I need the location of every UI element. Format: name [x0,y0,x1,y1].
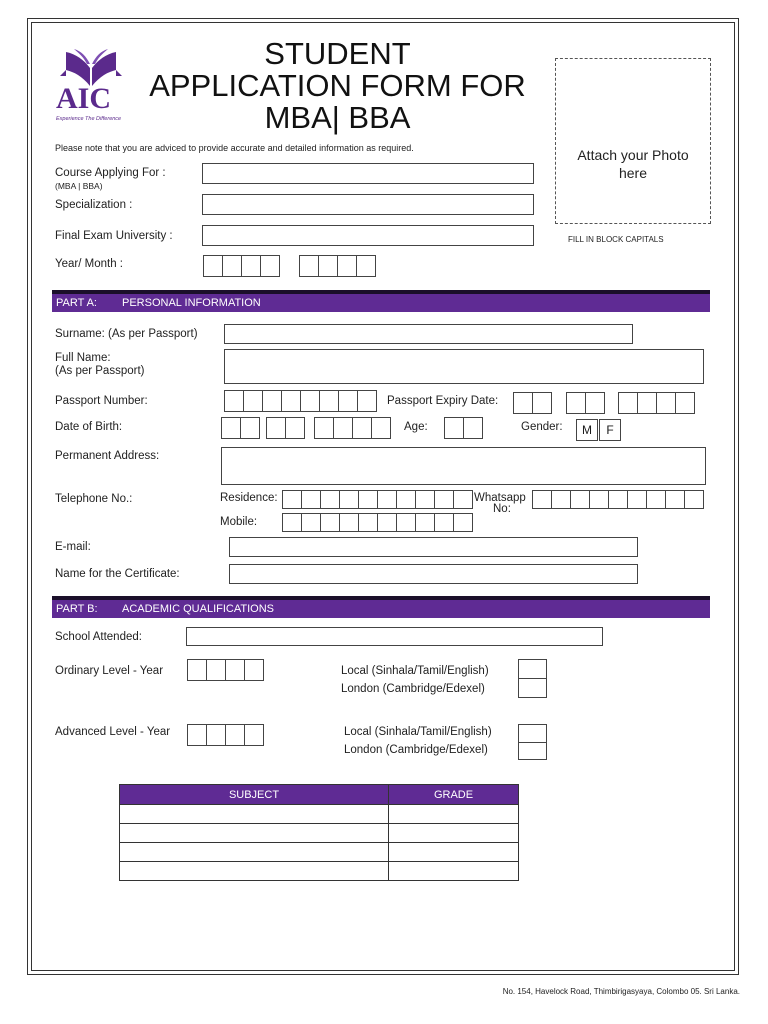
subject-cell[interactable] [120,824,389,843]
certificate-label: Name for the Certificate: [55,568,180,580]
al-label: Advanced Level - Year [55,726,171,738]
footer-address: No. 154, Havelock Road, Thimbirigasyaya, Colombo 05. Sri Lanka. [502,987,740,996]
specialization-label: Specialization : [55,199,133,211]
photo-box[interactable] [555,58,711,224]
dob-day-cells[interactable] [221,417,259,439]
gender-label: Gender: [521,421,563,433]
mobile-cells[interactable] [282,513,472,532]
year-cells[interactable] [203,255,279,277]
telephone-label: Telephone No.: [55,493,133,505]
grade-column-header: GRADE [389,785,519,805]
title-line-1: STUDENT [264,36,411,71]
whatsapp-cells[interactable] [532,490,703,509]
title-line-2: APPLICATION FORM FOR [149,68,526,103]
whatsapp-label-2: No: [493,503,511,515]
address-input[interactable] [221,447,706,485]
address-label: Permanent Address: [55,450,160,462]
aic-logo [54,46,128,126]
ol-london-checkbox[interactable] [518,678,547,698]
title-line-3: MBA| BBA [264,100,411,135]
grade-cell[interactable] [389,843,519,862]
logo-tagline: Experience The Difference [56,116,122,122]
dob-year-cells[interactable] [314,417,390,439]
surname-input[interactable] [224,324,633,344]
part-a-label: PART A: [56,297,97,309]
residence-cells[interactable] [282,490,472,509]
photo-text-line2: here [618,165,648,181]
age-cells[interactable] [444,417,482,439]
specialization-input[interactable] [202,194,534,215]
school-label: School Attended: [55,631,142,643]
part-b-header [52,596,710,618]
logo-text: AIC [56,82,112,115]
expiry-month-cells[interactable] [566,392,604,414]
surname-label: Surname: (As per Passport) [55,328,198,340]
mobile-label: Mobile: [220,516,258,528]
table-row [120,805,519,824]
grade-cell[interactable] [389,824,519,843]
grade-cell[interactable] [389,862,519,881]
residence-label: Residence: [220,492,278,504]
ol-london-label: London (Cambridge/Edexel) [341,683,485,695]
ol-year-cells[interactable] [187,659,263,681]
course-input[interactable] [202,163,534,184]
email-label: E-mail: [55,541,91,553]
al-year-cells[interactable] [187,724,263,746]
part-b-label: PART B: [56,603,98,615]
dob-label: Date of Birth: [55,421,123,433]
ol-local-label: Local (Sinhala/Tamil/English) [341,665,489,677]
part-b-title: ACADEMIC QUALIFICATIONS [122,603,274,615]
passport-cells[interactable] [224,390,376,412]
photo-text-line1: Attach your Photo [577,147,689,163]
fullname-sublabel: (As per Passport) [55,365,145,377]
subject-cell[interactable] [120,805,389,824]
al-london-label: London (Cambridge/Edexel) [344,744,488,756]
year-month-label: Year/ Month : [55,258,123,270]
university-label: Final Exam University : [55,230,173,242]
subject-grade-table [119,784,519,881]
course-sublabel: (MBA | BBA) [55,181,103,191]
instruction-note: Please note that you are adviced to provide accurate and detailed information as required. [55,143,414,153]
passport-label: Passport Number: [55,395,148,407]
school-input[interactable] [186,627,603,646]
table-header-row [120,785,519,805]
ol-local-checkbox[interactable] [518,659,547,679]
subject-cell[interactable] [120,843,389,862]
expiry-label: Passport Expiry Date: [387,395,499,407]
part-a-title: PERSONAL INFORMATION [122,297,261,309]
fullname-input[interactable] [224,349,704,384]
university-input[interactable] [202,225,534,246]
month-cells[interactable] [299,255,375,277]
form-title [130,38,545,134]
al-london-checkbox[interactable] [518,742,547,760]
fullname-label: Full Name: [55,352,111,364]
al-local-checkbox[interactable] [518,724,547,743]
certificate-input[interactable] [229,564,638,584]
gender-f-box[interactable]: F [599,419,621,441]
table-row [120,862,519,881]
course-label: Course Applying For : [55,167,166,179]
email-input[interactable] [229,537,638,557]
al-local-label: Local (Sinhala/Tamil/English) [344,726,492,738]
grade-cell[interactable] [389,805,519,824]
ol-label: Ordinary Level - Year [55,665,164,677]
dob-month-cells[interactable] [266,417,304,439]
subject-cell[interactable] [120,862,389,881]
expiry-year-cells[interactable] [618,392,694,414]
gender-m-box[interactable]: M [576,419,598,441]
whatsapp-label: Whatsapp [474,492,526,504]
age-label: Age: [404,421,428,433]
subject-column-header: SUBJECT [120,785,389,805]
table-row [120,824,519,843]
block-capitals-note: FILL IN BLOCK CAPITALS [568,235,664,244]
expiry-day-cells[interactable] [513,392,551,414]
part-a-header [52,290,710,312]
table-row [120,843,519,862]
